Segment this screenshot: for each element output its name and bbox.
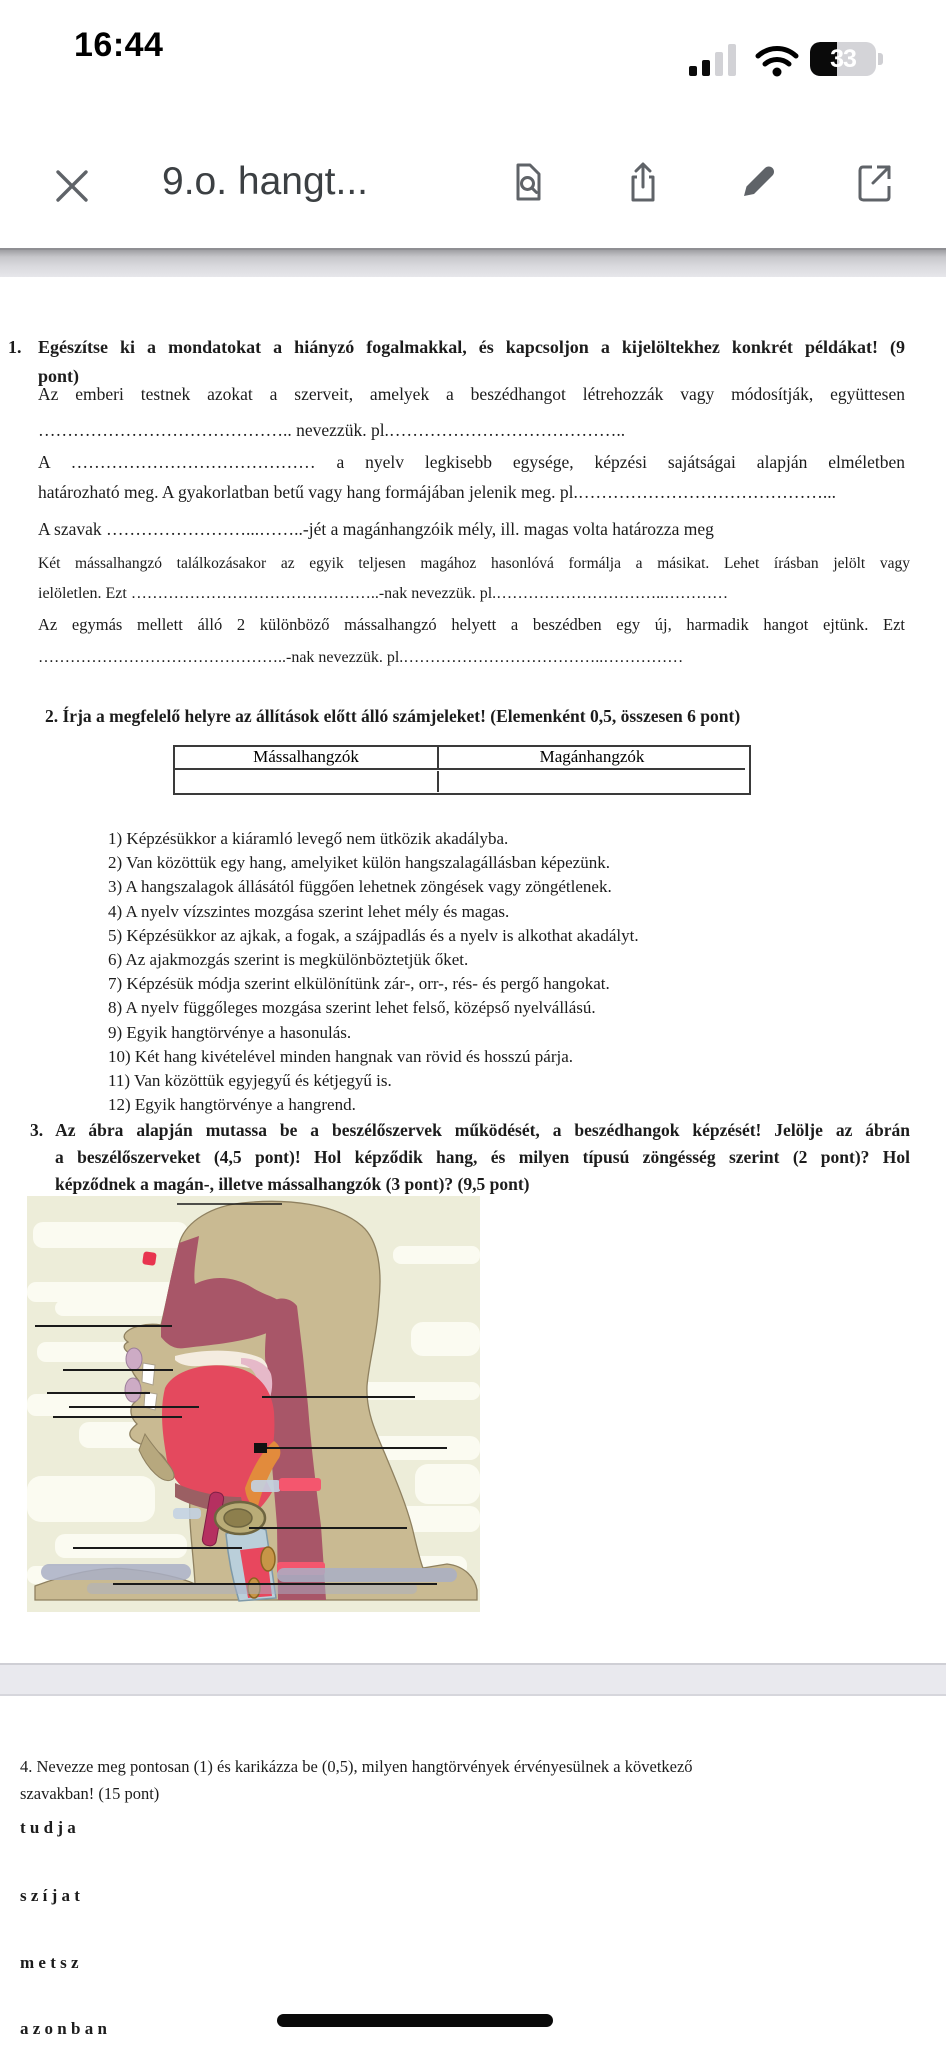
q1-line: határozható meg. A gyakorlatban betű vagy hang formájában jelenik meg. pl.……………………………………... — [38, 482, 837, 502]
upper-lip — [126, 1348, 142, 1370]
page-break-divider — [0, 1663, 946, 1696]
page-top-divider — [0, 248, 946, 277]
close-icon[interactable] — [50, 164, 94, 208]
nasal-red-mark — [142, 1251, 157, 1266]
q1-heading: Egészítse ki a mondatokat a hiányzó fogalmakkal, és kapcsoljon a kijelöltekhez konkrét példákat! (9 — [38, 337, 905, 357]
share-icon[interactable] — [621, 158, 665, 206]
speech-organs-diagram — [27, 1196, 480, 1612]
q2-table — [173, 745, 751, 795]
shoulder-band — [277, 1568, 457, 1582]
document-title: 9.o. hangt... — [162, 160, 368, 203]
thyroid-lobe — [261, 1547, 275, 1571]
q3-heading: 3. Az ábra alapján mutassa be a beszélőszervek működését, a beszédhangok képzését! Jelölje az ábrán — [30, 1120, 910, 1140]
list-item: 9) Egyik hangtörvénye a hasonulás. — [108, 1022, 352, 1042]
table-empty-cell — [175, 771, 439, 792]
table-empty-cell — [439, 771, 745, 792]
q4-heading: 4. Nevezze meg pontosan (1) és karikázza be (0,5), milyen hangtörvények érvényesülnek a következő — [20, 1757, 693, 1776]
q1-line: A szavak ……………………...……..-jét a magánhangzóik mély, ill. magas volta határozza meg — [38, 519, 714, 539]
list-item: 4) A nyelv vízszintes mozgása szerint lehet mély és magas. — [108, 901, 510, 921]
list-item: 7) Képzésük módja szerint elkülönítünk zár-, orr-, rés- és pergő hangokat. — [108, 974, 610, 994]
q1-blank-line: ………………………………………..-nak nevezzük. pl.………………………………..…………… — [38, 649, 684, 666]
battery-percent: 33 — [830, 45, 856, 73]
q3-heading-cont: a beszélőszerveket (4,5 pont)! Hol képződik hang, és milyen típusú zöngésség szerint (2 pont)? Hol — [55, 1147, 910, 1167]
blue-patch — [173, 1508, 201, 1519]
q4-heading-cont: szavakban! (15 pont) — [20, 1784, 160, 1803]
list-item: 5) Képzésükkor az ajkak, a fogak, a szájpadlás és a nyelv is alkothat akadályt. — [108, 925, 639, 945]
q3-heading-cont: képződnek a magán-, illetve mássalhangzók (3 pont)? (9,5 pont) — [55, 1174, 530, 1194]
edit-pencil-icon[interactable] — [736, 158, 780, 206]
table-header-vowels: Magánhangzók — [439, 747, 745, 770]
list-item: 1) Képzésükkor a kiáramló levegő nem ütközik akadályba. — [108, 829, 509, 848]
q1-blank-line: ielöletlen. Ezt ………………………………………..-nak nevezzük. pl.…………………………..………… — [38, 585, 729, 602]
list-item: 11) Van közöttük egyjegyű és kétjegyű is. — [108, 1071, 392, 1091]
cellular-signal-icon — [688, 42, 740, 78]
table-header-consonants: Mássalhangzók — [175, 747, 439, 770]
list-item: 10) Két hang kivételével minden hangnak van rövid és hosszú párja. — [108, 1046, 574, 1066]
label-line-marker — [254, 1443, 267, 1453]
list-item: 6) Az ajakmozgás szerint is megkülönböztetjük őket. — [108, 950, 469, 970]
hyoid-inner — [224, 1509, 252, 1527]
q4-word: s z í j a t — [20, 1886, 80, 1905]
list-item: 3) A hangszalagok állásától függően lehetnek zöngések vagy zöngétlenek. — [108, 877, 612, 897]
q2-statement-list — [108, 827, 928, 1117]
q2-heading: 2. Írja a megfelelő helyre az állítások előtt álló számjeleket! (Elemenként 0,5, összesen 6 pont) — [45, 706, 741, 726]
list-item: 8) A nyelv függőleges mozgása szerint lehet felső, középső nyelvállású. — [108, 998, 596, 1018]
q1-line: A …………………………………… a nyelv legkisebb egysége, képzési sajátságai alapján elméletben — [38, 452, 905, 472]
blue-patch — [251, 1480, 281, 1492]
q1-heading-cont: pont) — [38, 366, 80, 386]
list-item: 12) Egyik hangtörvénye a hangrend. — [108, 1095, 356, 1115]
pink-patch — [279, 1478, 321, 1491]
q4-word: a z o n b a n — [20, 2019, 107, 2038]
q1-line: Két mássalhangzó találkozásakor az egyik teljesen magához hasonlóvá formálja a másikat. Lehet írásban jelölt vagy — [38, 555, 910, 572]
battery-icon — [810, 42, 876, 76]
q1-line: Az emberi testnek azokat a szerveit, amelyek a beszédhangot létrehozzák vagy módosítják, együttesen — [38, 384, 905, 404]
q1-blank-line: …………………………………….. nevezzük. pl.………………………………….. — [38, 420, 626, 440]
battery-cap — [878, 53, 883, 65]
q1-line: Az egymás mellett álló 2 különböző mássalhangzó helyett a beszédben egy új, harmadik hangot ejtünk. Ezt — [38, 615, 905, 634]
wifi-icon — [754, 40, 800, 80]
find-in-page-icon[interactable] — [506, 158, 550, 206]
q4-word: m e t s z — [20, 1953, 79, 1972]
lower-lip — [125, 1378, 141, 1402]
shoulder-band — [41, 1564, 191, 1580]
q1-number: 1. — [8, 337, 22, 357]
upper-tooth — [142, 1363, 155, 1385]
status-time: 16:44 — [74, 26, 164, 64]
open-in-new-icon[interactable] — [852, 158, 896, 206]
list-item: 2) Van közöttük egy hang, amelyiket külön hangszalagállásban képezünk. — [108, 853, 610, 873]
home-indicator[interactable] — [277, 2014, 553, 2027]
q4-word: t u d j a — [20, 1818, 76, 1837]
